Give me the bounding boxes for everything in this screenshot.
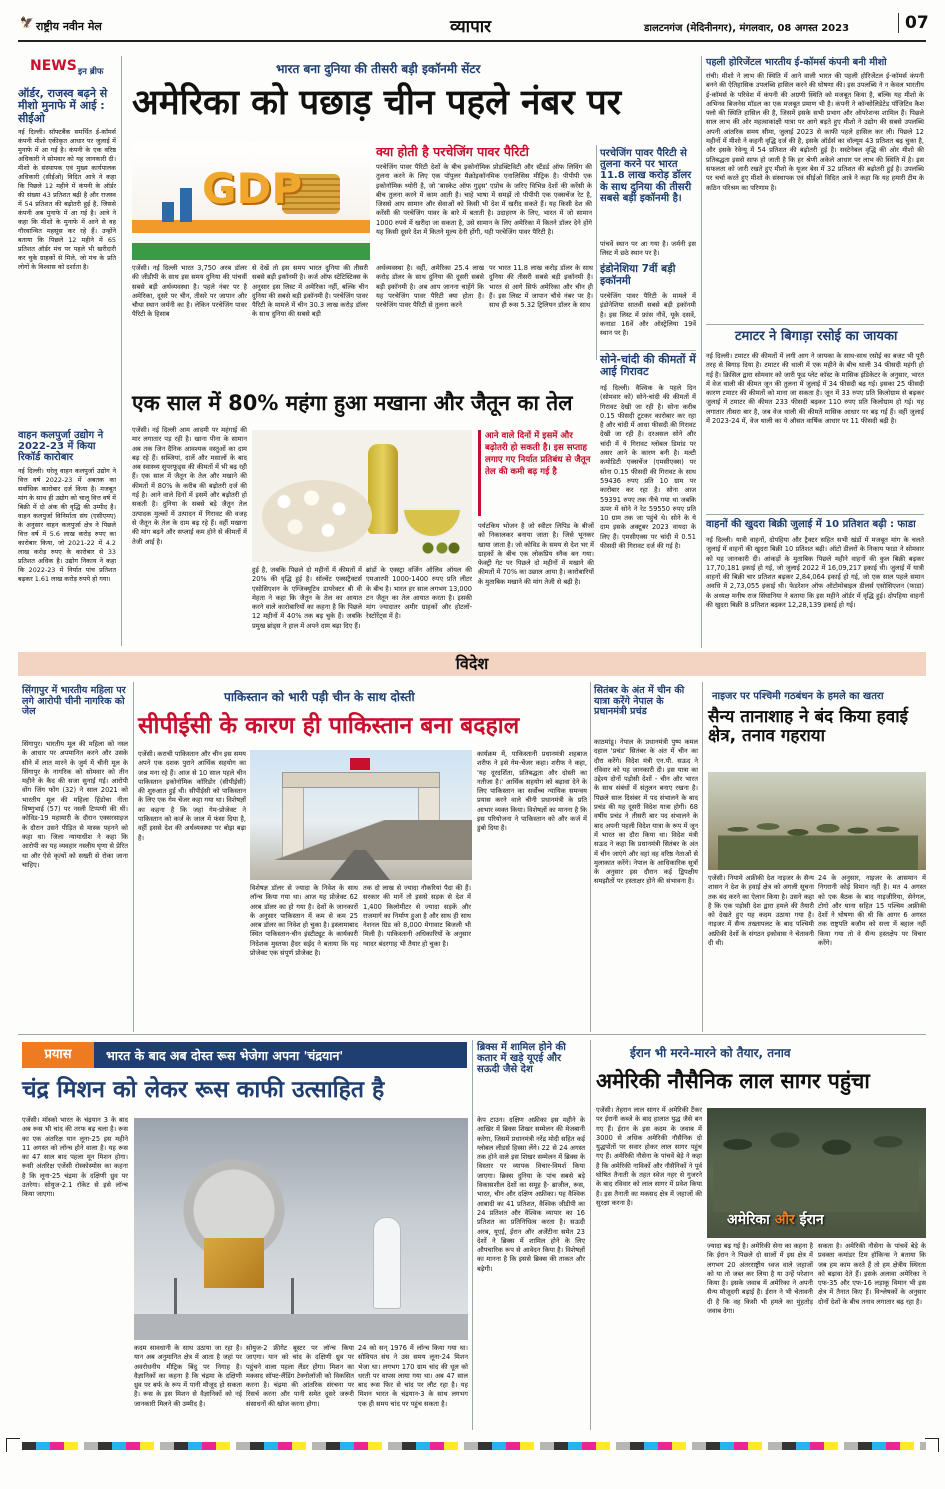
chandrayaan-banner <box>22 1042 467 1068</box>
makhana-highlight-box: आने वाले दिनों में इसमें और बढ़ोतरी हो सकती है। इस सप्ताह लगाए गए निर्यात प्रतिबंध से जैतून तेल की कमी बढ़ गई है <box>478 430 594 516</box>
brief-body: नई दिल्ली। घरेलू वाहन कलपुर्जा उद्योग ने वित्त वर्ष 2022-23 में अबतक का सर्वाधिक कारोबार दर्ज किया है। मजबूत मांग के साथ ही उद्योग को चालू वित्त वर्ष में बिक्री में दो अंक की वृद्धि की उम्मीद है। वाहन कलपुर्जा विनिर्माता संघ (एसीएमए) के अनुसार वाहन कलपुर्जा क्षेत्र ने पिछले वित्त वर्ष में 5.6 लाख करोड़ रुपए का कारोबार किया, जो 2021-22 में 4.2 लाख करोड़ रुपए के कारोबार से 33 प्रतिशत अधिक है। उद्योग निकाय ने कहा कि 2022-23 में निर्यात पांच प्रतिशत बढ़कर 1.61 लाख करोड़ रुपये हो गया। <box>18 466 116 583</box>
makhana-pile <box>262 480 372 552</box>
brief-headline: ऑर्डर, राजस्व बढ़ने से मीशो मुनाफे में आई : सीईओ <box>18 87 108 125</box>
gdp-headline: अमेरिका को पछाड़ चीन पहले नंबर पर <box>132 83 622 123</box>
news-brief-logo: NEWS इन ब्रीफ <box>30 58 104 77</box>
cpec-gate-image <box>250 750 472 880</box>
page-number: 07 <box>898 13 929 33</box>
cpec-col-3: तक दो लाख से ज्यादा नौकरियां पैदा की हैं। सरकार की मानें तो इससे सड़क से देश में 1,400 किलोमीटर से ज्यादा सड़कें और राजमार्ग का निर्माण हुआ है और साथ ही साथ नेशनल ग्रिड को 8,000 मेगावाट बिजली भी मिली है। पाकिस्तानी अधिकारियों के अनुसार ग्वादर बंदरगाह भी तैयार हो चुका है। <box>363 884 471 948</box>
growth-bar <box>180 188 192 222</box>
meesho-head: पहली होरिजेंटल भारतीय ई-कॉमर्स कंपनी बनी मीशो <box>706 57 887 68</box>
ppp-box-title: क्या होती है परचेजिंग पावर पैरिटी <box>376 144 529 159</box>
oil-bowl <box>402 508 462 538</box>
ppp-box <box>376 145 592 261</box>
news-brief-column <box>18 56 116 646</box>
makhana-col-2: हुई है, जबकि पिछले दो महीनों में कीमतों में 20% की वृद्धि हुई है। सॉल्वेंट एक्सट्रैक्टर्स एसोसिएशन के एग्जिक्यूटिव डायरेक्टर बी वी मेहता ने कहा कि जैतून के तेल का आयात करने वाले कारोबारियों का कहना है कि पिछले 12 महीनों में 40% तक बढ़ चुके हैं। जबकि प्रमुख ब्रांड्स ने हाल में अपने दाम बढ़ा दिए हैं। <box>252 566 362 630</box>
iran-col-3: सकता है। अमेरिकी नौसेना के पांचवें बेड़े के प्रवक्ता कमांडर टिम हॉकिन्स ने बताया कि जब हम काम करते हैं तो हम क्षेत्रीय स्थिरता को बढ़ावा देते हैं। इसके अलावा अमेरिका ने एफ-35 और एफ-16 लड़ाकू विमान भी इस क्षेत्र में तैनात किए हैं। विश्लेषकों के अनुसार दोनों देशों के बीच तनाव लगातार बढ़ रहा है। <box>818 1242 926 1306</box>
niger-col-2: 24 के अनुसार, नाइजर के आसमान में निगरानी कोई विमान नहीं है। मत 4 अगस्त को एक बैठक के बाद नाइजीरिया, सेनेगल, टोगो और घाना सहित 15 पश्चिम अफ्रीकी देशों ने घोषणा की थी कि आगर 6 अगस्त तक राष्ट्रपति बजौम को सत्ता में बहाल नहीं किया गया तो वे सैन्य हस्तक्षेप पर विचार करेंगे। <box>818 874 926 948</box>
brief-item <box>18 88 116 426</box>
iran-soldiers-image <box>707 1108 926 1238</box>
chandrayaan-kicker: भारत के बाद अब दोस्त रूस भेजेगा अपना 'चंद्रयान' <box>106 1048 344 1063</box>
technician-figure <box>374 1218 400 1308</box>
chandrayaan-headline: चंद्र मिशन को लेकर रूस काफी उत्साहित है <box>22 1077 385 1103</box>
crop-mark-right <box>925 1438 939 1452</box>
gdp-continued: पांचवें स्थान पर आ गया है। जर्मनी इस लिस्ट में छठे स्थान पर है। <box>600 240 696 258</box>
vehicle-body: नई दिल्ली। यात्री वाहनों, दोपहिया और ट्रैक्टर सहित सभी खंडों में मजबूत मांग के चलते जुलाई में वाहनों की खुदरा बिक्री 10 प्रतिशत बढ़ी। ऑटो डीलरों के निकाय फाडा ने सोमवार को यह जानकारी दी। आंकड़ों के मुताबिक पिछले महीने वाहनों की कुल बिक्री बढ़कर 17,70,181 इकाई हो गई, जो जुलाई 2022 में 16,09,217 इकाई थी। जुलाई में यात्री वाहनों की बिक्री चार प्रतिशत बढ़कर 2,84,064 इकाई हो गई, जो एक साल पहले समान अवधि में 2,73,055 इकाई थी। फेडरेशन ऑफ ऑटोमोबाइल डीलर्स एसोसिएशन (फाडा) के अध्यक्ष मनीष राज सिंघानिया ने बताया कि इस महीने ऑर्डर में वृद्धि हुई। दोपहिया वाहनों की खुदरा बिक्री 8 प्रतिशत बढ़कर 12,28,139 इकाई हो गई। <box>706 536 924 610</box>
gdp-kicker: भारत बना दुनिया की तीसरी बड़ी इकॉनमी सेंटर <box>276 62 481 76</box>
silver-head: सोने-चांदी की कीमतों में आई गिरावट <box>600 353 696 379</box>
foreign-section-band <box>18 652 926 676</box>
soldier-group <box>718 812 918 870</box>
dateline: डालटनगंज (मेदिनीनगर), मंगलवार, 08 अगस्त 2023 <box>644 23 850 34</box>
niger-col-1: एजेंसी। नियामे अफ्रीकी देश नाइजर के सैन्य शासन ने देश के हवाई क्षेत्र को अगली सूचना तक बंद करने का ऐलान किया है। उसने कहा है कि एक पड़ोसी देश द्वारा हमले की तैयारी को देखते हुए यह कदम उठाया गया है। नाइजर में सैन्य तख्तापलट के बाद पश्चिमी अफ्रीकी देशों के संगठन इकोवास ने चेतावनी दी थी। <box>708 874 814 948</box>
niger-kicker: नाइजर पर पश्चिमी गठबंधन के हमले का खतरा <box>712 691 884 702</box>
cpec-col-2: विशेषज्ञ डॉलर से ज्यादा के निवेश के साथ लॉन्च किया गया था। आज यह प्रोजेक्ट 62 अरब डॉलर का हो गया है। देशों के जानकारों के अनुसार पाकिस्तान में कम से कम 25 अरब डॉलर का निवेश हो चुका है। इस्लामाबाद स्थित पाकिस्तान-चीन इंस्टीट्यूट के कार्यकारी निदेशक मुस्तफा हैदर सईद ने बताया कि यह प्रोजेक्ट एक संपूर्ण प्रोजेक्ट है। <box>250 884 358 958</box>
singapore-head: सिंगापुर में भारतीय महिला पर लगे आरोपी चीनी नागरिक को जेल <box>22 685 126 718</box>
brief-item <box>18 430 116 646</box>
olives <box>420 540 460 556</box>
paper-logo-icon: 🦅 <box>20 16 34 29</box>
gdp-image-label: GDP <box>202 164 303 213</box>
gate-flag <box>350 758 370 770</box>
makhana-col-4: पर्यटकिय भोजन है जो स्वीटर लिपिड के बीजों को निकालकर बनाया जाता है। जिसे भूनकर खाया जाता है। जो कोविड के समय से देश भर में ग्राहकों के बीच एक लोकप्रिय स्नैक बन गया। फेक्ट्री गेट पर पिछले दो महीनों में मखाने की कीमतों में 70% का उछाल आया है। कारोबारियों के मुताबिक मखाने की मांग तेजी से बढ़ी है। <box>478 522 594 586</box>
makhana-oil-image <box>252 430 472 562</box>
chandrayaan-col-4: 24 को सन् 1976 में लॉन्च किया गया था। सोवियत संघ ने उस समय लूना-24 मिशन भेजा था। लगभग 170 ग्राम चांद की धूल को धरती पर वापस लाया गया था। अब 47 साल बाद रूस फिर से चांद पर लौट रहा है। यह मिशन भारत के चंद्रयान-3 के साथ लगभग एक ही समय चांद पर पहुंच सकता है। <box>358 1344 468 1408</box>
makhana-col-1: एजेंसी। नई दिल्ली आम आदमी पर महंगाई की मार लगातार पड़ रही है। खाना पीना के सामान अब तक जिन दैनिक आवश्यक वस्तुओं का दाम बढ़ रहे हैं। सब्जियां, दालें और मसालों के बाद अब स्वास्थ्य सुपरफूड्स की कीमतों में भी बढ़ रही हैं। एक साल में जैतून के तेल और मखाने की कीमतों में 80% के करीब की बढ़ोतरी दर्ज की गई है। आने वाले दिनों में इसमें और बढ़ोतरी हो सकती है। दुनिया के सबसे बड़े जैतून तेल उत्पादक मुल्कों में उत्पादन में गिरावट की वजह से जैतून के तेल के दाम बढ़ रहे हैं। वहीं मखाना की मांग बढ़ने और सप्लाई कम होने से कीमतों में तेजी आई है। <box>132 426 247 546</box>
chandrayaan-tag: प्रयास <box>22 1042 94 1068</box>
chandrayaan-col-2: कदम सावधानी के साथ उठाया जा रहा है। यान अब अनुमानित क्षेत्र में आता है जहां पर अवरोधनीय मीट्रिक बिंदु पर निगाह है। वैज्ञानिकों का कहना है कि चंद्रमा के दक्षिणी ध्रुव पर बर्फ के रूप में पानी मौजूद हो सकता है। रूस के इस मिशन से वैज्ञानिकों को नई जानकारी मिलने की उम्मीद है। <box>134 1344 242 1408</box>
chandrayaan-col-3: सोयुज-2 फ्रीगेट बूस्टर पर लॉन्च किया जाएगा। यान को चांद के दक्षिणी ध्रुव पर पहुंचने वाला पहला लैंडर होगा। मिशन का मकसद सॉफ्ट-लैंडिंग टेक्नोलॉजी को विकसित करना है। चंद्रमा की आंतरिक संरचना पर रिसर्च करना और पानी समेत दूसरे जरूरी संसाधनों की खोज करना होगा। <box>246 1344 354 1408</box>
brief-headline: वाहन कलपुर्जा उद्योग ने 2022-23 में किया रिकॉर्ड कारोबार <box>18 429 104 464</box>
meesho-body: रांची। मीशो ने लाभ की स्थिति में आने वाली भारत की पहली होरिजेंटल ई-कॉमर्स कंपनी बनने की ऐतिहासिक उपलब्धि हासिल करने की घोषणा की। इस उपलब्धि ने न केवल भारतीय ई-कॉमर्स के परिवेश में कंपनी की अग्रणी स्थिति को मजबूत किया है, बल्कि यह मीशो के अभिनव बिजनेस मॉडल का एक मजबूत प्रमाण भी है। कंपनी ने कॉन्सोलिडेटेड पॉजिटिव कैश फ्लो की स्थिति हासिल की है, जिसमें इसके सभी प्रभाग और ऑपरेशन्स शामिल हैं। पिछले साल लाभ की ओर महत्वाकांक्षी यात्रा पर आगे बढ़ते हुए मीशो ने उद्योग की सबसे उपलब्धि अपनी आंतरिक समय सीमा, जुलाई 2023 से काफी पहले हासिल कर ली। पिछले 12 महीनों में मीशो ने कहनी वृद्धि दर्ज की है, इसके ऑर्डर्स का वॉल्यूम 43 प्रतिशत बढ़ चुका है, और इसके रेवेन्यू में 54 प्रतिशत की बढ़ोतरी हुई है। सस्टेनेबल वृद्धि की ओर मीशो की प्रतिबद्धता इससे साफ हो जाती है कि हर श्रेणी अकेले आधार पर लाभ की स्थिति में है। इस सफलता को जारी रखते हुए मीशो के यूजर बेस में 32 प्रतिशत की बढ़ोतरी हुई है। उपलब्धि पर चर्चा करते हुए मीशो के संस्थापक एवं सीईओ विदित आत्रे ने कहा कि यह हमारी टीम के कठिन परिश्रम का परिणाम है। <box>706 72 924 192</box>
paper-name: राष्ट्रीय नवीन मेल <box>36 20 102 33</box>
section-name: व्यापार <box>450 17 492 37</box>
niger-headline: सैन्य तानाशाह ने बंद किया हवाई क्षेत्र, तनाव गहराया <box>708 707 908 747</box>
brics-head: ब्रिक्स में शामिल होने की कतार में खड़े यूएई और सऊदी जैसे देश <box>477 1042 566 1076</box>
brics-body: केप टाउन। दक्षिण अफ्रीका इस महीने के आखिर में ब्रिक्स शिखर सम्मेलन की मेजबानी करेगा, जिसमें प्रधानमंत्री नरेंद्र मोदी सहित कई ग्लोबल लीडर्स हिस्सा लेंगे। 22 से 24 अगस्त तक होने वाले इस शिखर सम्मेलन में ब्रिक्स के विस्तार पर व्यापक विचार-विमर्श किया जाएगा। ब्रिक्स दुनिया के पांच सबसे बड़े विकासशील देशों का समूह है- ब्राजील, रूस, भारत, चीन और दक्षिण अफ्रीका। यह वैश्विक आबादी का 41 प्रतिशत, वैश्विक जीडीपी का 24 प्रतिशत और वैश्विक व्यापार का 16 प्रतिशत का प्रतिनिधित्व करता है। सऊदी अरब, यूएई, ईरान और अर्जेंटीना समेत 23 देशों ने ब्रिक्स में शामिल होने के लिए औपचारिक रूप से आवेदन किया है। विशेषज्ञों का मानना है कि इससे ब्रिक्स की ताकत और बढ़ेगी। <box>477 1116 585 1273</box>
luna-lander-image <box>134 1118 468 1340</box>
gdp-col-4: पर भारत 11.8 लाख करोड़ डॉलर के साथ दुनिया की तीसरी सबसे बड़ी इकॉनमी है। भारत से आगे सिर्फ अमेरिका और चीन ही हैं। इस लिस्ट में जापान चौथे नंबर पर है। साथ ही रूस 5.32 ट्रिलियन डॉलर के साथ <box>489 264 593 310</box>
gdp-col-2: से देखें तो इस समय भारत दुनिया की तीसरी सबसे बड़ी इकॉनमी है। कर्ज ऑफ स्टेटिस्टिक्स के अनुसार इस लिस्ट में अमेरिका नहीं, बल्कि चीन दुनिया की सबसे बड़ी इकॉनमी है। परचेजिंग पावर पैरिटी के मामले में चीन 30.3 लाख करोड़ डॉलर के साथ दुनिया की सबसे बड़ी <box>252 264 368 319</box>
clean-room-floor <box>134 1314 468 1340</box>
masthead <box>18 12 929 42</box>
niger-soldiers-image <box>708 772 926 870</box>
ppp-box-body: परचेजिंग पावर पैरिटी देशों के बीच इकोनॉमिक प्रोडक्टिविटी और स्टैंडर्ड ऑफ लिविंग की तुलना करने के लिए एक पॉपुलर मैक्रोइकॉनमिक एनालिसिस मीट्रिक है। पीपीपी एक इकोनॉमिक थ्योरी है, जो 'बास्केट ऑफ गुड्स' एप्रोच के जरिए विभिन्न देशों की करेंसी के बीच तुलना करने में काम आती है। चाहे भाषा में समझें तो पीपीपी एक एक्सचेंज रेट है, जिससे आप सामान और सेवाओं को किसी भी देश में खरीद सकते हैं। यह किसी देश की करेंसी की परचेजिंग पावर के बारे में बताती है। उदाहरण के लिए, भारत में जो सामान 1000 रुपये में खरीदा जा सकता है, उसे सामान के लिए अमेरिका में कितने डॉलर देने होंगे यह किसी दूसरे देश में कितने मूल्य देनी होंगी, यही परचेजिंग पावर पैरिटी है। <box>376 163 592 237</box>
flag-band-white <box>132 233 370 243</box>
gdp-col-3: अर्थव्यवस्था है। वहीं, अमेरिका 25.4 लाख करोड़ डॉलर के साथ दुनिया की दूसरी सबसे बड़ी इकॉनमी है। अब आप जानना चाहेंगे कि यह परचेजिंग पावर पैरिटी क्या होता है। परचेजिंग पावर पैरिटी से तुलना करने <box>376 264 484 310</box>
cpec-col-4: कार्यक्रम में, पाकिस्तानी प्रधानमंत्री शहबाज शरीफ ने इसे गेम-चेंजर कहा। शरीफ ने कहा, 'यह दूरदर्शिता, प्रतिबद्धता और दोस्ती का नतीजा है।' आर्थिक सहयोग को बढ़ावा देने के लिए पाकिस्तान का सर्वोच्च न्यायिक समन्वय प्रयास करने वाले चीनी प्रधानमंत्री के प्रति आभार व्यक्त किया। विशेषज्ञों का मानना है कि इस परियोजना ने पाकिस्तान को और कर्ज में डुबो दिया है। <box>477 750 587 833</box>
oil-bottle <box>368 444 398 534</box>
nepal-body: काठमांडू। नेपाल के प्रधानमंत्री पुष्प कमल दहाल 'प्रचंड' सितंबर के अंत में चीन का दौरा करेंगे। विदेश मंत्री एन.पी. सऊद ने रविवार को यह जानकारी दी। इस यात्रा का उद्देश्य दोनों पड़ोसी देशों - चीन और भारत के साथ संबंधों में संतुलन बनाए रखना है। पिछले साल दिसंबर में पद संभालने के बाद प्रचंड की यह दूसरी विदेश यात्रा होगी। 68 वर्षीय प्रचंड ने तीसरी बार पद संभालने के बाद अपनी पहली विदेश यात्रा के रूप में जून में भारत का दौरा किया था। विदेश मंत्री सऊद ने कहा कि प्रधानमंत्री सितंबर के अंत में चीन जाएंगे और वहां वह वरिष्ठ नेताओं से मुलाकात करेंगे। नेपाल के आधिकारिक सूत्रों के अनुसार इस दौरान कई द्विपक्षीय समझौतों पर हस्ताक्षर होने की संभावना है। <box>594 738 698 886</box>
cpec-col-1: एजेंसी। कराची पाकिस्तान और चीन इस समय अपने एक दशक पुराने आर्थिक सहयोग का जश्न मना रहे हैं। आज से 10 साल पहले चीन पाकिस्तान इकोनॉमिक कॉरिडोर (सीपीईसी) की शुरुआत हुई थी। सीपीईसी को पाकिस्तान के लिए एक गेम चेंजर कहा गया था। विशेषज्ञों का कहना है कि जहां गेम-प्रोजेक्ट ने पाकिस्तान को कर्ज के जाल में फंसा दिया है, वहीं इससे देश की अर्थव्यवस्था पर बोझ बढ़ा है। <box>138 750 246 842</box>
iran-headline: अमेरिकी नौसैनिक लाल सागर पहुंचा <box>596 1069 870 1093</box>
soldier-group <box>713 1122 919 1212</box>
tomato-body: नई दिल्ली। टमाटर की कीमतों में लगी आग ने जायका के साथ-साथ रसोई का बजट भी पूरी तरह से बिगाड़ दिया है। टमाटर की थाली में एक महीने के बीच थाली 34 फीसदी महंगी हो गई है। क्रिसिल द्वारा सोमवार को जारी फूड प्लेट कॉस्ट के मासिक इंडिकेटर के अनुसार, भारत में वेज थाली की कीमत जून की तुलना में जुलाई में 34 फीसदी बढ़ गई। इसका 25 फीसदी कारण टमाटर की कीमतों को माना जा सकता है। जून में 33 रुपए प्रति किलोग्राम से बढ़कर जुलाई में टमाटर की कीमत 233 फीसदी बढ़कर 110 रुपए प्रति किलोग्राम हो गई। यह लगातार तीसरा बार है, जब वेज थाली की कीमतें मासिक आधार पर बढ़ गई हैं। वहीं जुलाई में 2023-24 में, वेज थाली का ये औसत वार्षिक आधार पर 11 फीसदी बढ़ी है। <box>706 352 924 426</box>
gate-arch-top <box>282 772 440 788</box>
iran-kicker: ईरान भी मरने-मारने को तैयार, तनाव <box>630 1046 791 1060</box>
flag-band-green <box>132 243 370 260</box>
makhana-col-3: ब्रांडों के एक्स्ट्रा वर्जिन ऑलिव ऑयल की एमआरपी 1000-1400 रुपए प्रति लीटर के बीच है। भारत हर साल लगभग 13,000 टन जैतून का तेल आयात करता है। इसकी मांग ज्यादातर अमीर ग्राहकों और होटलों-रेस्टोरेंट्स में है। <box>366 566 472 621</box>
tomato-head: टमाटर ने बिगाड़ा रसोई का जायका <box>735 329 898 344</box>
printer-color-bar <box>22 1442 926 1450</box>
brief-body: नई दिल्ली। सॉफ्टबैंक समर्थित ई-कॉमर्स कंपनी मीशो एकीकृत आधार पर जुलाई में मुनाफे में आ गई है। कंपनी के एक वरिष्ठ अधिकारी ने सोमवार को यह जानकारी दी। मीशो के संस्थापक एवं मुख्य कार्यपालक अधिकारी (सीईओ) विदित आत्रे ने कहा कि पिछले 12 महीने में कंपनी के ऑर्डर की संख्या 43 प्रतिशत बढ़ी है और राजस्व में 54 प्रतिशत की बढ़ोतरी हुई है, जिससे कंपनी अब मुनाफे में आ गई है। आत्रे ने कहा कि मीशो के मुनाफे में आने से वह गौरवान्वित महसूस कर रहे हैं। उन्होंने बताया कि पिछले 12 महीने में 65 प्रतिशत ऑर्डर मंच पर पहले भी खरीदारी कर चुके ग्राहकों से मिले, जो मंच के प्रति लोगों के विश्वास को दर्शाता है। <box>18 127 116 271</box>
makhana-headline: एक साल में 80% महंगा हुआ मखाना और जैतून का तेल <box>132 391 573 415</box>
gdp-image <box>132 142 370 260</box>
indonesia-body: परचेजिंग पावर पैरिटी के मामले में इंडोनेशिया सातवीं सबसे बड़ी इकॉनमी है। इस लिस्ट में फ्रांस नौवें, यूके दसवें, कनाडा 16वें और ऑस्ट्रेलिया 19वें स्थान पर है। <box>600 292 696 338</box>
chandrayaan-col-1: एजेंसी। मॉस्को भारत के चंद्रयान 3 के बाद अब रूस भी चांद की तरफ बढ़ चला है। रूस का एक अंतरिक्ष यान लूना-25 इस महीने 11 अगस्त को लॉन्च होने वाला है। यह रूस का 47 साल बाद पहला मून मिशन होगा। रूसी अंतरिक्ष एजेंसी रोस्कोस्मोस का कहना है कि लूना-25 चंद्रमा के दक्षिणी ध्रुव पर उतरेगा। सोयुज-2.1 रॉकेट से इसे लॉन्च किया जाएगा। <box>22 1116 128 1199</box>
nepal-head: सितंबर के अंत में चीन की यात्रा करेंगे नेपाल के प्रधानमंत्री प्रचंड <box>594 685 685 718</box>
cpec-kicker: पाकिस्तान को भारी पड़ी चीन के साथ दोस्ती <box>224 690 415 704</box>
iran-col-2: ज्यादा बढ़ गई है। अमेरिकी सेना का कहना है कि ईरान ने पिछले दो सालों में इस क्षेत्र में लगभग 20 अंतरराष्ट्रीय ध्वज वाले जहाजों को या तो जब्त कर लिया है या उन्हें परेशान किया है। इसके जवाब में अमेरिका ने अपनी सैन्य मौजूदगी बढ़ाई है। ईरान ने भी चेतावनी दी है कि वह किसी भी हमले का मुंहतोड़ जवाब देगा। <box>707 1242 813 1316</box>
gdp-col-1: एजेंसी। नई दिल्ली भारत 3,750 अरब डॉलर की जीडीपी के साथ इस समय दुनिया की पांचवीं सबसे बड़ी अर्थव्यवस्था है। पहले नंबर पर है अमेरिका, दूसरे पर चीन, तीसरे पर जापान और चौथा स्थान जर्मनी का है। लेकिन परचेजिंग पावर पैरिटी के हिसाब <box>132 264 247 319</box>
vehicle-head: वाहनों की खुदरा बिक्री जुलाई में 10 प्रतिशत बढ़ी : फाडा <box>706 519 916 530</box>
lander-legs <box>174 1278 294 1318</box>
cpec-headline: सीपीईसी के कारण ही पाकिस्तान बना बदहाल <box>138 713 520 739</box>
indonesia-head: इंडोनेशिया 7वीं बड़ी इकॉनमी <box>600 263 676 287</box>
singapore-body: सिंगापुर। भारतीय मूल की महिला को नस्ल के आधार पर अपमानित करने और उसके सीने में लात मारने के जुर्म में चीनी मूल के सिंगापुर के नागरिक को सोमवार को तीन महीने के कैद की सजा सुनाई गई। आरोपी वोंग जिंग फोंग (32) ने साल 2021 को भारतीय मूल की महिला हिंडोचा नीता विष्णुभाई (57) पर नस्ली टिप्पणी की थी। कोविड-19 महामारी के दौरान एक्सरसाइज के दौरान उसने पीड़ित से मास्क पहनने को कहा था। जिला न्यायाधीश ने कहा कि आरोपी का यह व्यवहार नस्लीय घृणा से प्रेरित था और ऐसे कृत्यों को सख्ती से रोका जाना चाहिए। <box>22 740 128 869</box>
foreign-section-label: विदेश <box>455 654 489 673</box>
growth-bar <box>162 202 174 222</box>
crop-mark-left <box>6 1438 20 1452</box>
iran-col-1: एजेंसी। तेहरान लाल सागर में अमेरिकी टैंकर पर ईरानी कब्जे के बाद हालात युद्ध जैसे बन गए हैं। ईरान के इस कदम के जवाब में 3000 से अधिक अमेरिकी नौसैनिक दो युद्धपोतों पर सवार होकर लाल सागर पहुंच गए हैं। अमेरिकी नौसेना के पांचवें बेड़े ने कहा है कि अमेरिकी नाविकों और नौसैनिकों ने पूर्व घोषित तैनाती के तहत स्वेज नहर से गुजरने के बाद रविवार को लाल सागर में प्रवेश किया है। इस तैनाती का मकसद क्षेत्र में जहाजों की सुरक्षा करना है। <box>596 1106 702 1207</box>
iran-image-caption: अमेरिका और ईरान <box>727 1212 824 1228</box>
gdp-pull-quote: परचेजिंग पावर पैरिटी से तुलना करने पर भारत 11.8 लाख करोड़ डॉलर के साथ दुनिया की तीसरी सबसे बड़ी इकॉनमी है। <box>600 148 692 204</box>
silver-body: नई दिल्ली। वैश्विक के पहले दिन (सोमवार को) सोने-चांदी की कीमतों में गिरावट देखी जा रही है। सोना करीब 0.15 फीसदी टूटकर कारोबार कर रहा है और चांदी में आधा फीसदी की गिरावट देखी जा रही है। दरअसल सोने और चांदी में ये गिरावट ग्लोबल डिमांड पर असर आने के कारण बनी है। मल्टी कमोडिटी एक्सचेंज (एमसीएक्स) पर सोना 0.15 फीसदी की गिरावट के साथ 59436 रुपए प्रति 10 ग्राम पर कारोबार कर रहा है। सोना आज 59391 रुपए तक नीचे गया था जबकि ऊपर में सोने ने रेट 59550 रुपए प्रति 10 ग्राम तक जा पहुंचे थे। सोने के ये दाम इसके अक्टूबर 2023 वायदा के लिए हैं। एमसीएक्स पर चांदी में 0.51 फीसदी की गिरावट दर्ज की गई है। <box>600 384 696 551</box>
